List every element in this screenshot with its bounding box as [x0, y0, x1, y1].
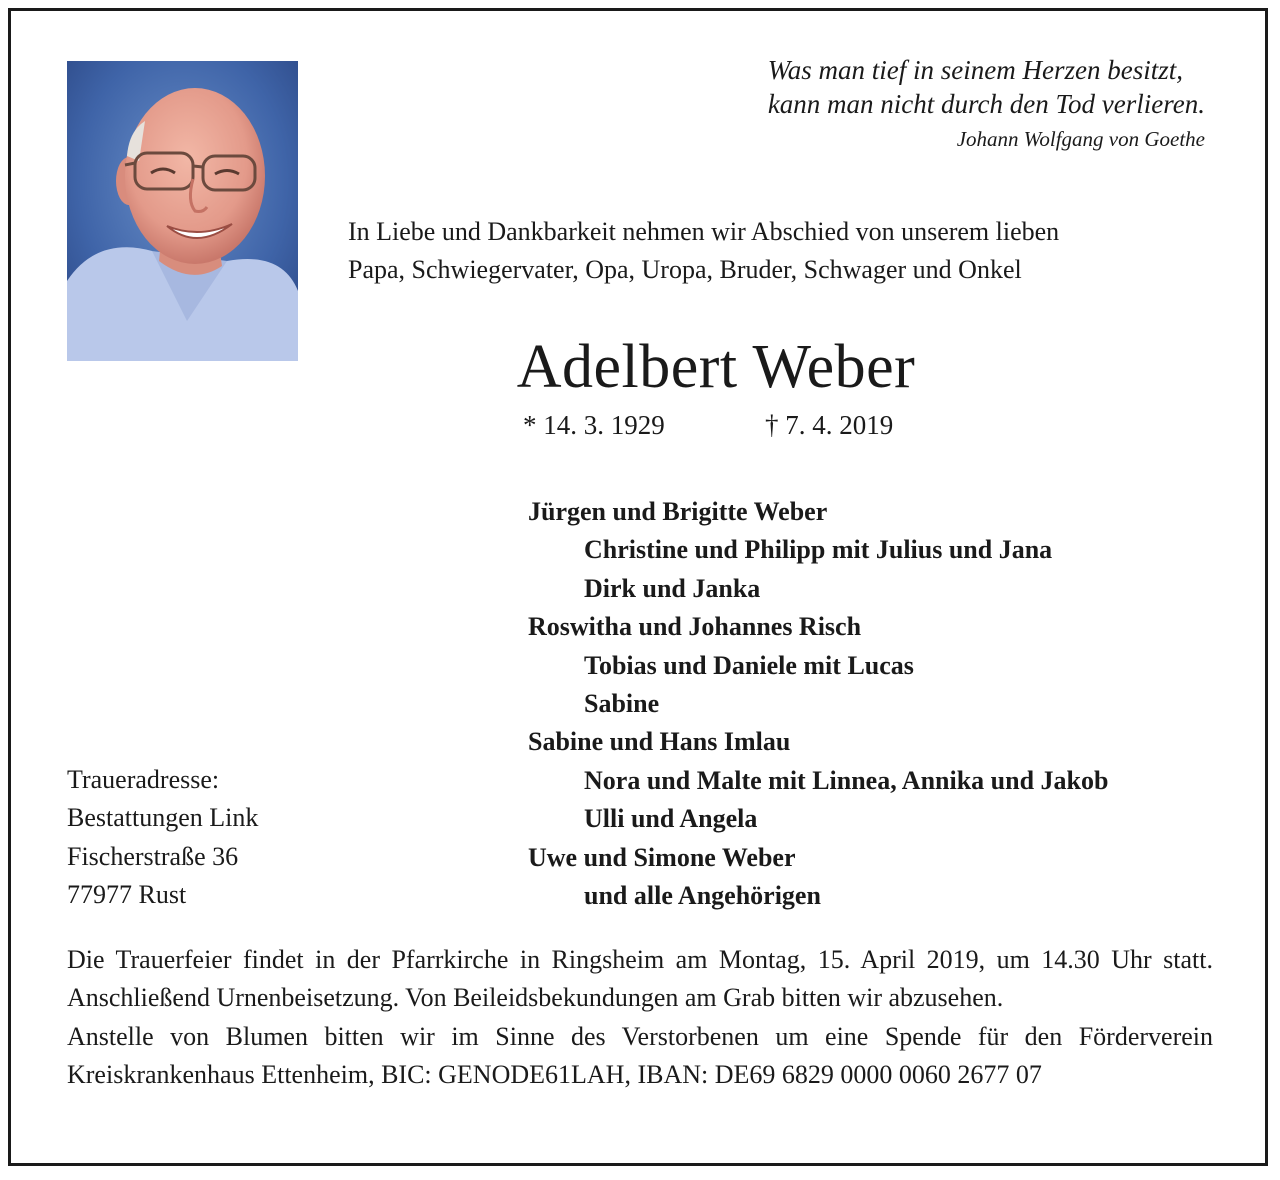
donation-text: Anstelle von Blumen bitten wir im Sinne des Verstorbenen um eine Spende für den Förderverein Kreiskrankenhaus Ettenheim, BIC: GENODE61LAH, IBAN: DE69 6829 0000 0060 2677 07 [67, 1021, 1213, 1090]
family-member: und alle Angehörigen [584, 881, 821, 911]
obituary-frame [8, 8, 1268, 1166]
family-member: Jürgen und Brigitte Weber [528, 497, 828, 526]
portrait-photo [67, 61, 298, 361]
family-member: Sabine und Hans Imlau [528, 727, 791, 757]
family-member: Roswitha und Johannes Risch [528, 612, 862, 642]
family-member: Christine und Philipp mit Julius und Jana [584, 535, 1053, 565]
quote-author: Johann Wolfgang von Goethe [956, 127, 1205, 151]
family-member: Dirk und Janka [584, 573, 761, 603]
intro-text [348, 213, 1059, 289]
intro-line-2: Papa, Schwiegervater, Opa, Uropa, Bruder, Schwager und Onkel [348, 255, 1022, 284]
quote-line-2: kann man nicht durch den Tod verlieren. [767, 89, 1205, 119]
address-label: Traueradresse: [67, 765, 220, 794]
address-street: Fischerstraße 36 [67, 841, 239, 871]
goethe-quote [768, 53, 1205, 157]
mourning-address [67, 761, 258, 915]
deceased-name: Adelbert Weber [516, 333, 916, 401]
family-member: Sabine [584, 689, 660, 719]
family-member: Uwe und Simone Weber [528, 842, 796, 872]
intro-line-1: In Liebe und Dankbarkeit nehmen wir Abschied von unserem lieben [348, 217, 1060, 246]
ceremony-text: Die Trauerfeier findet in der Pfarrkirche in Ringsheim am Montag, 15. April 2019, um 14.30 Uhr statt. Anschließend Urnenbeisetzung. Von Beileidsbekundungen am Grab bitten wir abzusehen. [67, 945, 1213, 1013]
death-date: † 7. 4. 2019 [765, 410, 894, 440]
birth-date: * 14. 3. 1929 [523, 410, 665, 440]
family-member: Ulli und Angela [584, 804, 758, 834]
address-company: Bestattungen Link [67, 803, 259, 833]
funeral-notice [67, 941, 1213, 1095]
address-city: 77977 Rust [67, 880, 187, 910]
family-member: Tobias und Daniele mit Lucas [584, 650, 914, 680]
family-list [528, 493, 1108, 915]
quote-line-1: Was man tief in seinem Herzen besitzt, [767, 55, 1183, 85]
family-member: Nora und Malte mit Linnea, Annika und Jakob [584, 765, 1109, 795]
